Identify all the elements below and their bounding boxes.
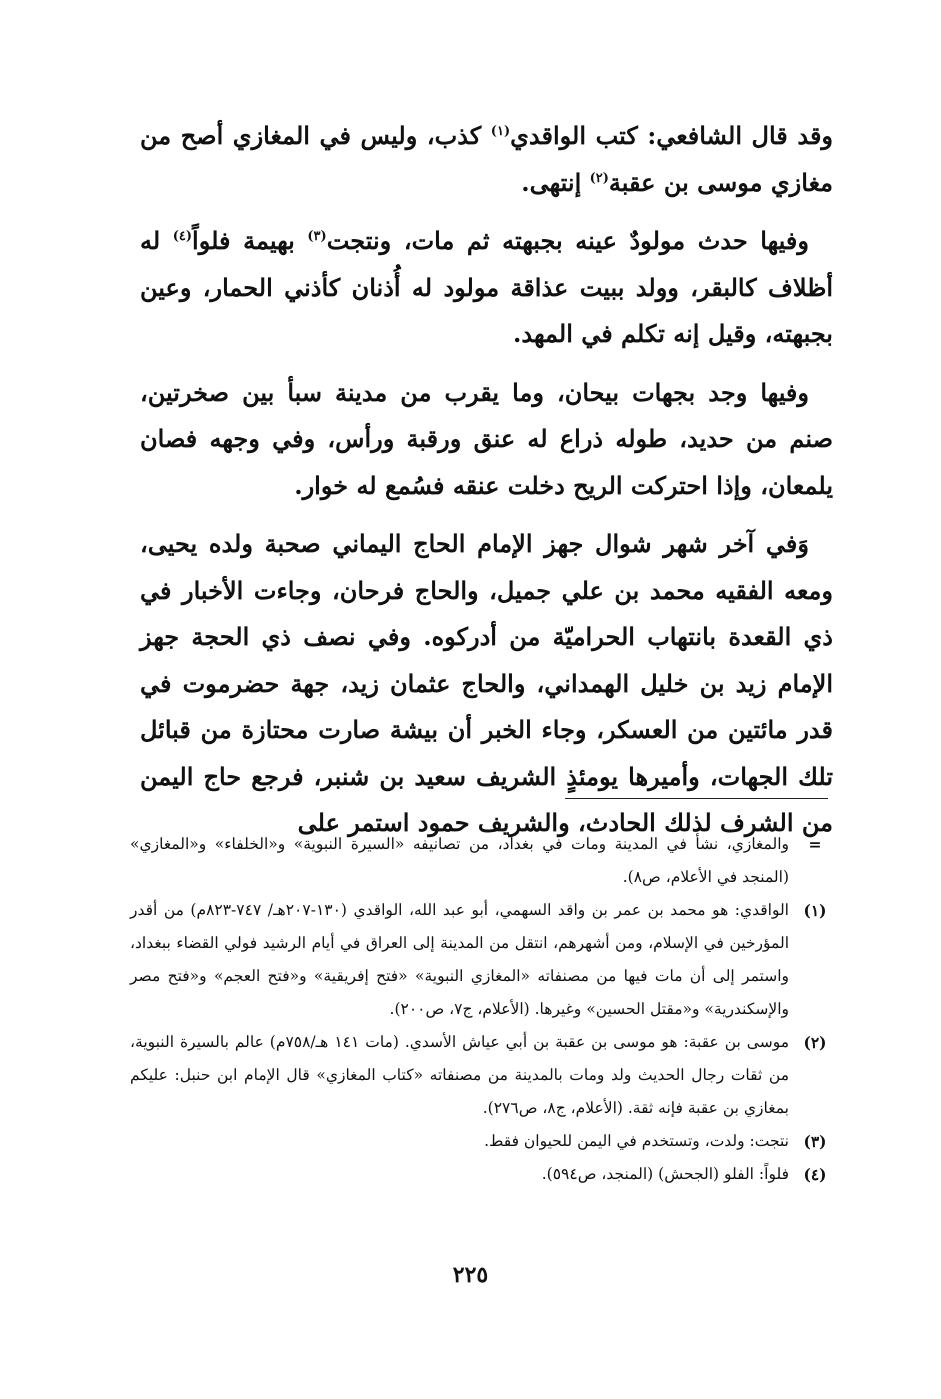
paragraph-text: وَفي آخر شهر شوال جهز الإمام الحاج اليماني صحبة ولده يحيى، ومعه الفقيه محمد بن علي جميل، والحاج فرحان، وجاءت الأخبار في ذي القعدة بانتهاب الحراميّة من أدركوه. وفي نصف ذي الحجة جهز الإمام زيد بن خليل الهمداني، والحاج عثمان زيد، جهة حضرموت في قدر مائتين من العسكر، وجاء الخبر أن بيشة صارت محتازة من قبائل تلك الجهات، وأميرها يومئذٍ الشريف سعيد بن شنبر، فرجع حاج اليمن من الشرف لذلك الحادث، والشريف حمود استمر على bbox=[140, 529, 833, 837]
paragraph-text: وفيها حدث مولودٌ عينه بجبهته ثم مات، ونتجت bbox=[326, 226, 809, 255]
paragraph-text: وفيها وجد بجهات بيحان، وما يقرب من مدينة سبأ بين صخرتين، صنم من حديد، طوله ذراع له عنق ورقبة ورأس، وفي وجهه فصان يلمعان، وإذا احتركت الريح دخلت عنقه فسُمع له خوار. bbox=[140, 377, 833, 500]
paragraph-text: له أظلاف كالبقر، وولد ببيت عذاقة مولود له أُذنان كأذني الحمار، وعين بجبهته، وقيل إنه تكلم في المهد. bbox=[140, 226, 833, 348]
paragraph-1 bbox=[140, 113, 833, 206]
footnote-number: (٢) bbox=[803, 1033, 827, 1052]
footnote-2 bbox=[130, 1026, 841, 1125]
footnote-text: الواقدي: هو محمد بن عمر بن واقد السهمي، أبو عبد الله، الواقدي (١٣٠-٢٠٧هـ/ ٧٤٧-٨٢٣م) من أقدر المؤرخين في الإسلام، ومن أشهرهم، انتقل من المدينة إلى العراق في أيام الرشيد فولي القضاء ببغداد، واستمر إلى أن مات فيها من مصنفاته «المغازي النبوية» «فتح إفريقية» و«فتح العجم» و«فتح مصر والإسكندرية» و«مقتل الحسين» وغيرها. (الأعلام، ج٧، ص٢٠٠). bbox=[130, 901, 789, 1018]
footnote-3 bbox=[130, 1125, 841, 1158]
footnote-continued bbox=[130, 828, 841, 894]
footnote-number: (٣) bbox=[803, 1132, 827, 1151]
footnote-4 bbox=[130, 1158, 841, 1191]
footnote-number: = bbox=[808, 835, 822, 854]
footnote-text: والمغازي، نشأ في المدينة ومات في بغداد، من تصانيفه «السيرة النبوية» و«الخلفاء» و«المغازي» (المنجد في الأعلام، ص٨). bbox=[130, 835, 789, 886]
footnote-text: فلواً: الفلو (الجحش) (المنجد، ص٥٩٤). bbox=[541, 1165, 789, 1183]
footnote-ref-4[interactable]: (٤) bbox=[172, 229, 193, 244]
main-text bbox=[140, 113, 833, 859]
footnote-text: نتجت: ولدت، وتستخدم في اليمن للحيوان فقط. bbox=[484, 1132, 789, 1150]
footnote-ref-2[interactable]: (٢) bbox=[589, 170, 609, 186]
paragraph-text: وقد قال الشافعي: كتب الواقدي bbox=[510, 121, 834, 150]
page-number: ٢٢٥ bbox=[452, 1262, 489, 1288]
footnote-number: (٤) bbox=[803, 1165, 827, 1184]
footnote-divider bbox=[565, 798, 828, 799]
paragraph-text: إنتهى. bbox=[521, 167, 590, 197]
footnote-ref-1[interactable]: (١) bbox=[490, 124, 511, 139]
footnote-number: (١) bbox=[803, 901, 827, 920]
footnote-ref-3[interactable]: (٣) bbox=[307, 229, 327, 244]
footnotes bbox=[130, 828, 841, 1191]
paragraph-text: كذب، وليس في المغازي أصح من مغازي موسى بن عقبة bbox=[140, 121, 833, 197]
paragraph-text: بهيمة فلواً bbox=[192, 226, 308, 255]
paragraph-2 bbox=[140, 218, 833, 358]
paragraph-3 bbox=[140, 370, 833, 510]
footnote-text: موسى بن عقبة: هو موسى بن عقبة بن أبي عياش الأسدي. (مات ١٤١ هـ/٧٥٨م) عالم بالسيرة النبوية، من ثقات رجال الحديث ولد ومات بالمدينة من مصنفاته «كتاب المغازي» قال الإمام ابن حنبل: عليكم بمغازي بن عقبة فإنه ثقة. (الأعلام، ج٨، ص٢٧٦). bbox=[130, 1033, 790, 1117]
footnote-1 bbox=[130, 894, 841, 1026]
